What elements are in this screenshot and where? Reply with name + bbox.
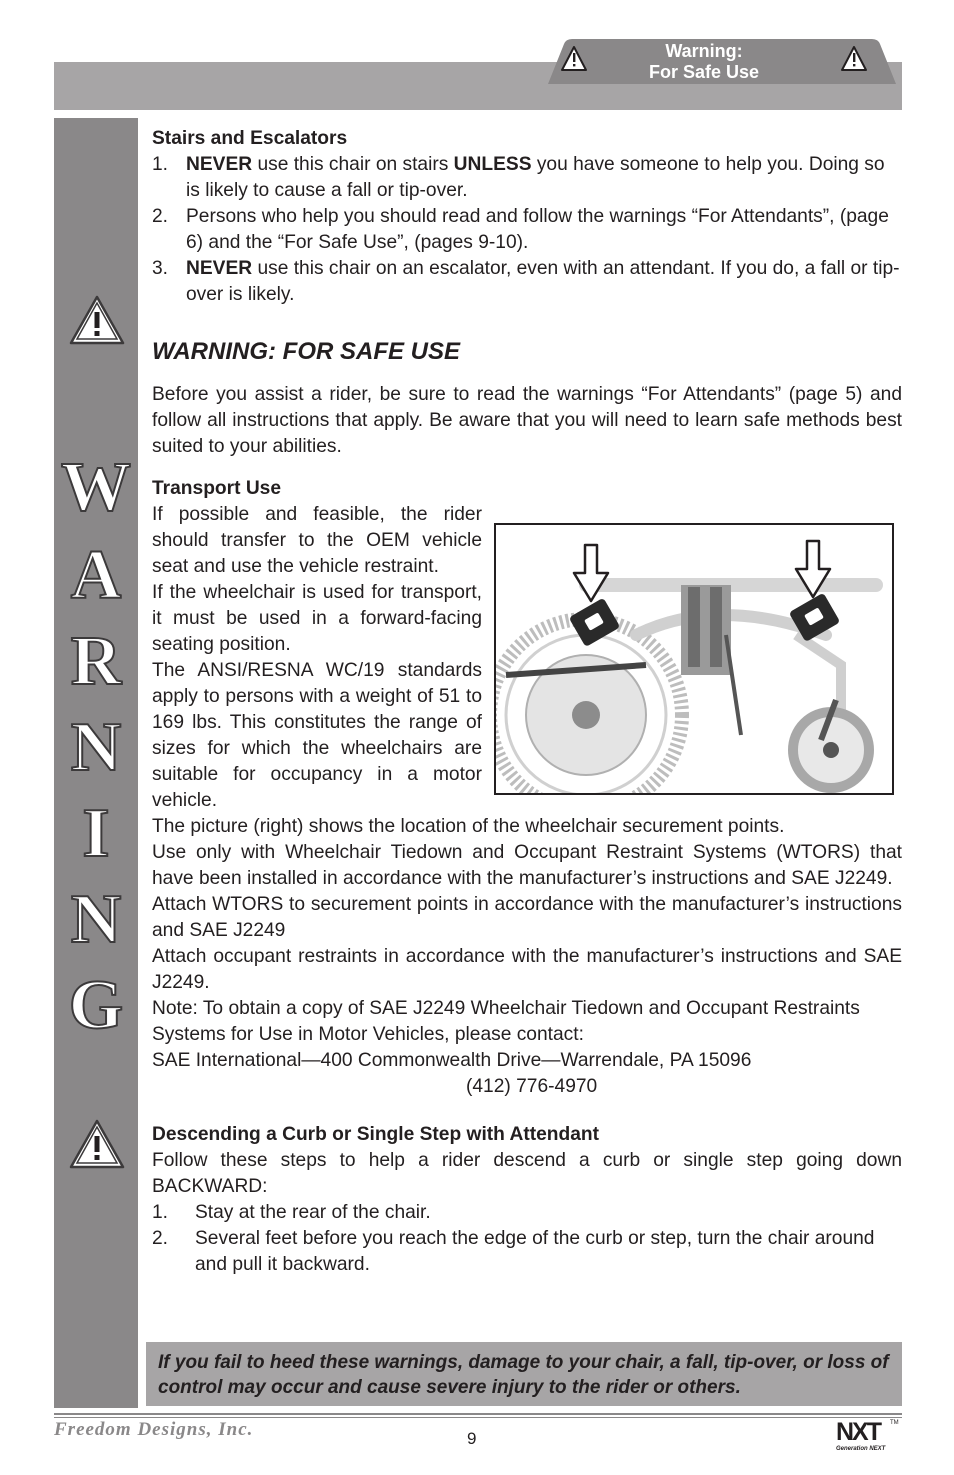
paragraph: If possible and feasible, the rider should transfer to the OEM vehicle seat and use the vehicle restraint.	[152, 504, 482, 577]
nxt-logo	[836, 1418, 899, 1458]
warning-triangle-icon	[68, 294, 126, 346]
curb-list	[152, 1200, 902, 1278]
logo-trademark: TM	[890, 1420, 899, 1426]
warning-callout	[146, 1342, 902, 1406]
paragraph: If the wheelchair is used for transport, it must be used in a forward-facing seating position.	[152, 582, 482, 655]
stairs-list	[152, 152, 902, 308]
phone-number: (412) 776-4970	[466, 1076, 598, 1097]
warning-sidebar	[54, 118, 138, 1408]
curb-intro: Follow these steps to help a rider descend a curb or single step going down BACKWARD:	[152, 1150, 902, 1197]
transport-heading: Transport Use	[152, 478, 282, 499]
emphasis: UNLESS	[453, 154, 532, 175]
footer-divider	[54, 1417, 902, 1418]
sidebar-letter: A	[70, 537, 122, 614]
curb-heading: Descending a Curb or Single Step with Attendant	[152, 1124, 600, 1145]
header-title-line2: For Safe Use	[648, 62, 760, 82]
warning-triangle-icon	[68, 1118, 126, 1170]
header-title-line1: Warning:	[665, 41, 743, 61]
logo-subtitle: Generation NEXT	[836, 1446, 886, 1452]
item-text: Several feet before you reach the edge of the curb or step, turn the chair around and pull it backward.	[195, 1228, 875, 1275]
emphasis: NEVER	[186, 258, 253, 279]
item-number: 2.	[152, 206, 169, 227]
list-item	[152, 152, 902, 204]
item-number: 1.	[152, 1202, 169, 1223]
address: SAE International—400 Commonwealth Drive—Warrendale, PA 15096	[152, 1050, 752, 1071]
section-heading: WARNING: FOR SAFE USE	[152, 338, 461, 365]
list-item	[152, 204, 902, 256]
logo-text: NXT	[836, 1418, 880, 1446]
emphasis: NEVER	[186, 154, 253, 175]
sidebar-letter: G	[68, 967, 124, 1044]
item-number: 2.	[152, 1228, 169, 1249]
intro-paragraph: Before you assist a rider, be sure to read the warnings “For Attendants” (page 5) and follow all instructions that apply. Be aware that you will need to learn safe methods best suited to your abilities.	[152, 384, 902, 457]
page-number: 9	[467, 1429, 477, 1448]
paragraph: Note: To obtain a copy of SAE J2249 Wheelchair Tiedown and Occupant Restraints Systems for Use in Motor Vehicles, please contact:	[152, 998, 860, 1045]
warning-callout-text: If you fail to heed these warnings, damage to your chair, a fall, tip-over, or loss of control may occur and cause severe injury to the rider or others.	[158, 1352, 889, 1398]
list-item	[152, 1200, 902, 1226]
item-number: 1.	[152, 154, 169, 175]
sidebar-letter: W	[61, 449, 131, 526]
footer-divider	[54, 1413, 902, 1415]
list-item	[152, 256, 902, 308]
paragraph: Use only with Wheelchair Tiedown and Occupant Restraint Systems (WTORS) that have been installed in accordance with the manufacturer’s instructions and SAE J2249.	[152, 842, 902, 889]
list-item	[152, 1226, 902, 1278]
paragraph: The ANSI/RESNA WC/19 standards apply to persons with a weight of 51 to 169 lbs. This constitutes the range of sizes for which the wheelchairs are suitable for occupancy in a motor vehicle.	[152, 660, 482, 811]
wheelchair-securement-figure	[494, 523, 894, 795]
sidebar-letter: N	[70, 881, 122, 958]
item-text: Stay at the rear of the chair.	[195, 1202, 431, 1223]
item-text: Persons who help you should read and follow the warnings “For Attendants”, (page 6) and the “For Safe Use”, (pages 9-10).	[186, 206, 889, 253]
sidebar-letter: R	[70, 623, 122, 700]
sidebar-letter: I	[82, 795, 110, 872]
paragraph: The picture (right) shows the location of the wheelchair securement points.	[152, 816, 785, 837]
item-text: use this chair on an escalator, even with an attendant. If you do, a fall or tip-over is likely.	[186, 258, 900, 305]
item-text: use this chair on stairs	[252, 154, 454, 175]
paragraph: Attach WTORS to securement points in accordance with the manufacturer’s instructions and SAE J2249	[152, 894, 902, 941]
company-name: Freedom Designs, Inc.	[54, 1419, 254, 1440]
header-title	[606, 41, 802, 83]
transport-column	[152, 502, 482, 814]
stairs-heading: Stairs and Escalators	[152, 128, 348, 149]
item-text: you have someone to help you. Doing so is likely to cause a fall or tip-over.	[186, 154, 885, 201]
item-number: 3.	[152, 258, 169, 279]
sidebar-letter: N	[70, 709, 122, 786]
paragraph: Attach occupant restraints in accordance with the manufacturer’s instructions and SAE J2249.	[152, 946, 902, 993]
